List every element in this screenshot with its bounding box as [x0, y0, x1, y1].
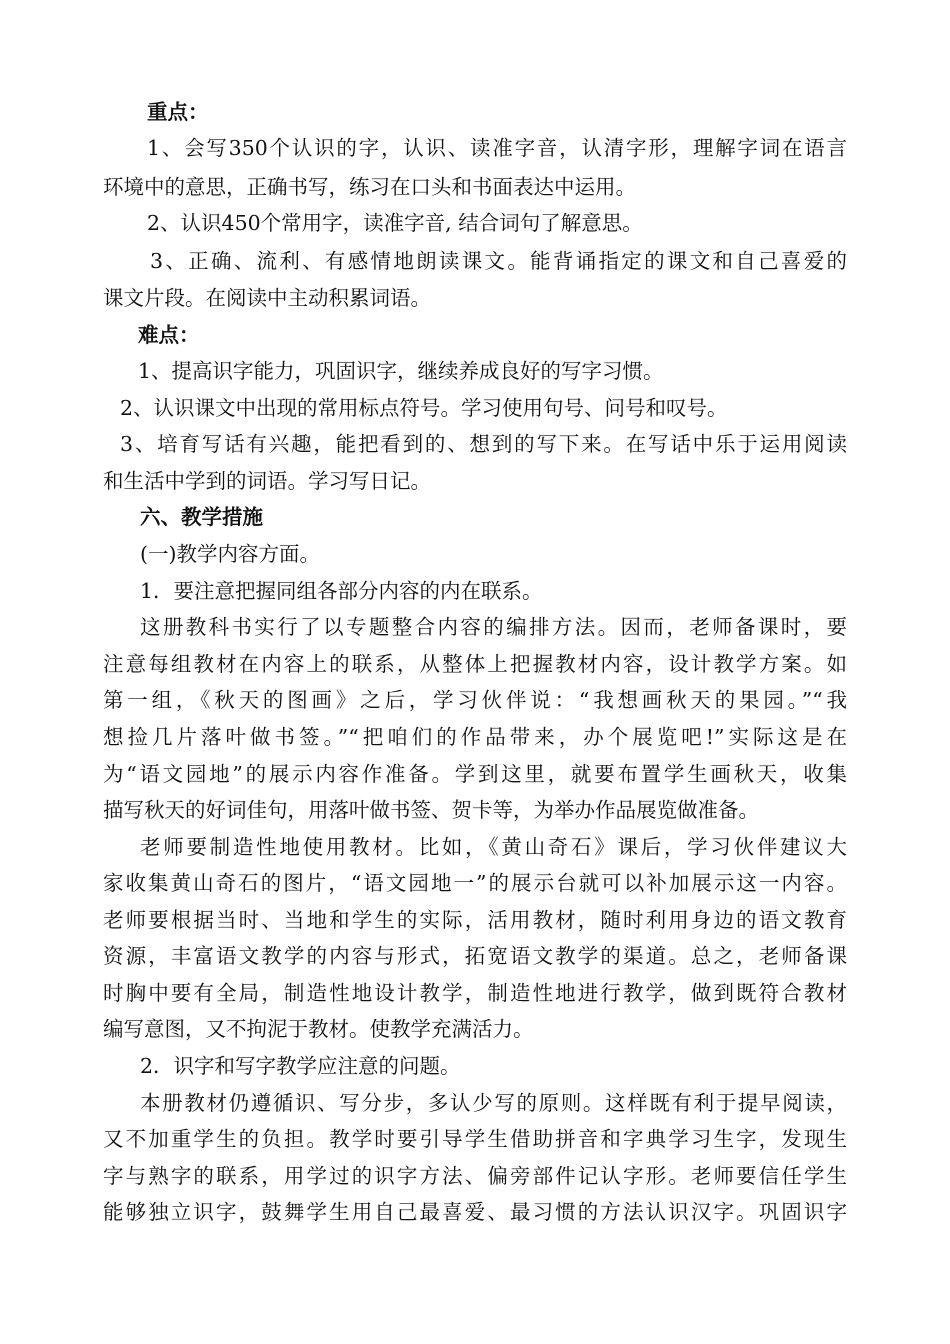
- para-2-line-6: 编写意图，又不拘泥于教材。使教学充满活力。: [103, 1017, 534, 1041]
- para-3-line-4: 能够独立识字，鼓舞学生用自己最喜爱、最习惯的方法认识汉字。巩固识字: [103, 1200, 847, 1224]
- para-1-line-4: 想捡几片落叶做书签。”“把咱们的作品带来，办个展览吧!”实际这是在: [103, 725, 847, 749]
- para-3-line-2: 又不加重学生的负担。教学时要引导学生借助拼音和字典学习生字，发现生: [103, 1127, 847, 1151]
- para-1-line-3: 第一组，《秋天的图画》之后，学习伙伴说：“我想画秋天的果园。”“我: [103, 688, 847, 712]
- difficulties-heading: 难点：: [138, 323, 200, 347]
- para-3-line-1: 本册教材仍遵循识、写分步，多认少写的原则。这样既有利于提早阅读，: [140, 1091, 847, 1115]
- key-point-3-line-1: 3、正确、流利、有感情地朗读课文。能背诵指定的课文和自己喜爱的: [150, 249, 847, 273]
- para-3-line-3: 字与熟字的联系，用学过的识字方法、偏旁部件记认字形。老师要信任学生: [103, 1164, 847, 1188]
- para-2-line-1: 老师要制造性地使用教材。比如，《黄山奇石》课后，学习伙伴建议大: [140, 835, 847, 859]
- para-1-line-1: 这册教科书实行了以专题整合内容的编排方法。因而，老师备课时，要: [140, 615, 847, 639]
- difficulty-3-line-2: 和生活中学到的词语。学习写日记。: [103, 469, 431, 493]
- difficulty-1: 1、提高识字能力，巩固识字，继续养成良好的写字习惯。: [138, 359, 664, 383]
- para-1-line-6: 描写秋天的好词佳句，用落叶做书签、贺卡等，为举办作品展览做准备。: [103, 798, 759, 822]
- difficulty-2: 2、认识课文中出现的常用标点符号。学习使用句号、问号和叹号。: [120, 396, 728, 420]
- key-point-3-line-2: 课文片段。在阅读中主动积累词语。: [103, 286, 431, 310]
- para-1-line-2: 注意每组教材在内容上的联系，从整体上把握教材内容，设计教学方案。如: [103, 652, 847, 676]
- section-6-heading: 六、教学措施: [140, 505, 263, 529]
- key-point-1-line-2: 环境中的意思，正确书写，练习在口头和书面表达中运用。: [103, 175, 636, 199]
- para-1-line-5: 为“语文园地”的展示内容作准备。学到这里，就要布置学生画秋天，收集: [103, 762, 847, 786]
- para-2-line-3: 老师要根据当时、当地和学生的实际，活用教材，随时利用身边的语文教育: [103, 908, 847, 932]
- key-points-heading: 重点：: [147, 100, 209, 124]
- para-2-line-5: 时胸中要有全局，制造性地设计教学，制造性地进行教学，做到既符合教材: [103, 981, 847, 1005]
- subsection-1-heading: (一)教学内容方面。: [140, 542, 320, 566]
- para-2-line-2: 家收集黄山奇石的图片，“语文园地一”的展示台就可以补加展示这一内容。: [103, 871, 847, 895]
- point-2-heading: 2．识字和写字教学应注意的问题。: [140, 1054, 461, 1078]
- key-point-2: 2、认识450个常用字，读准字音, 结合词句了解意思。: [147, 211, 643, 235]
- para-2-line-4: 资源，丰富语文教学的内容与形式，拓宽语文教学的渠道。总之，老师备课: [103, 944, 847, 968]
- key-point-1-line-1: 1、会写350个认识的字，认识、读准字音，认清字形，理解字词在语言: [147, 136, 847, 160]
- point-1-heading: 1．要注意把握同组各部分内容的内在联系。: [140, 579, 543, 603]
- difficulty-3-line-1: 3、培育写话有兴趣，能把看到的、想到的写下来。在写话中乐于运用阅读: [120, 432, 847, 456]
